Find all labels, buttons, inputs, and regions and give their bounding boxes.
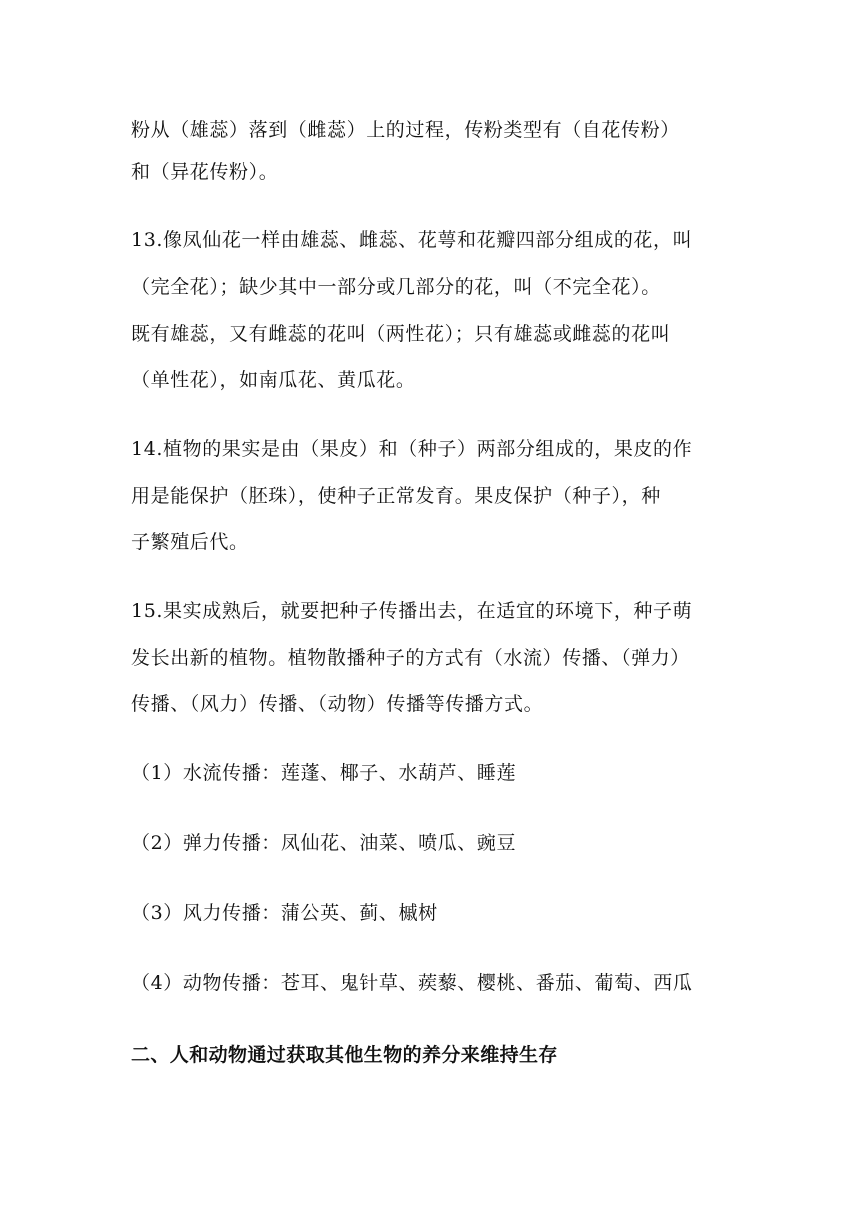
list-item: （4）动物传播：苍耳、鬼针草、蒺藜、樱桃、番茄、葡萄、西瓜 (131, 972, 693, 994)
text-line: 15.果实成熟后，就要把种子传播出去，在适宜的环境下，种子萌 (131, 600, 693, 622)
text-line: 和（异花传粉）。 (131, 161, 279, 183)
section-heading: 二、人和动物通过获取其他生物的养分来维持生存 (131, 1044, 558, 1066)
text-line: 13.像凤仙花一样由雄蕊、雌蕊、花萼和花瓣四部分组成的花，叫 (131, 229, 693, 251)
list-item: （2）弹力传播：凤仙花、油菜、喷瓜、豌豆 (131, 832, 517, 854)
text-line: （完全花）；缺少其中一部分或几部分的花，叫（不完全花）。 (131, 276, 661, 298)
text-line: 发长出新的植物。植物散播种子的方式有（水流）传播、（弹力） (131, 647, 690, 669)
text-line: 粉从（雄蕊）落到（雌蕊）上的过程，传粉类型有（自花传粉） (131, 119, 680, 141)
list-item: （3）风力传播：蒲公英、蓟、槭树 (131, 902, 438, 924)
list-item: （1）水流传播：莲蓬、椰子、水葫芦、睡莲 (131, 762, 517, 784)
text-line: 14.植物的果实是由（果皮）和（种子）两部分组成的，果皮的作 (131, 438, 693, 460)
text-line: 既有雄蕊，又有雌蕊的花叫（两性花）；只有雄蕊或雌蕊的花叫 (131, 323, 671, 345)
text-line: 用是能保护（胚珠），使种子正常发育。果皮保护（种子），种 (131, 485, 661, 507)
text-line: 传播、（风力）传播、（动物）传播等传播方式。 (131, 693, 544, 715)
text-line: （单性花），如南瓜花、黄瓜花。 (131, 369, 416, 391)
text-line: 子繁殖后代。 (131, 531, 249, 553)
